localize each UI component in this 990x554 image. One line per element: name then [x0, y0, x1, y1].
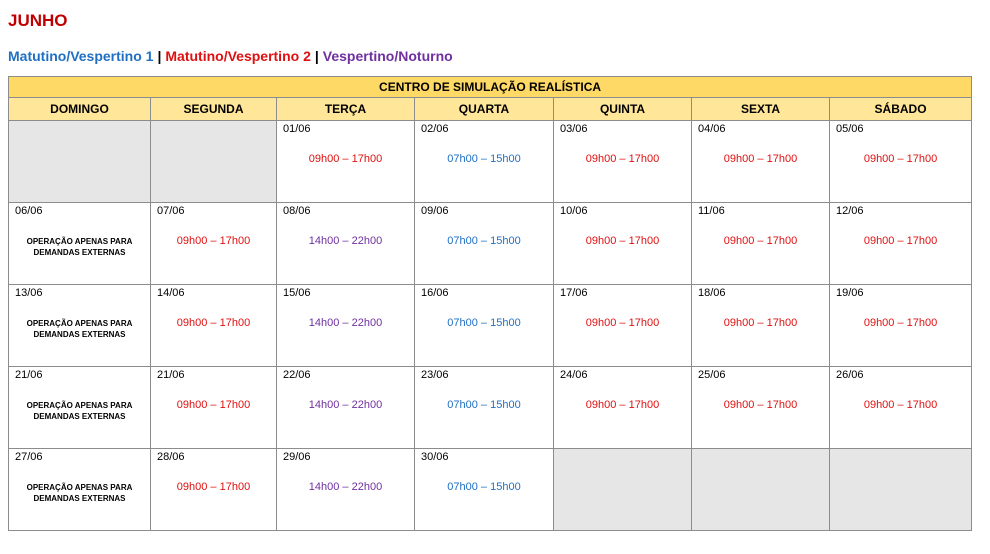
- calendar-week-row: [9, 367, 972, 449]
- calendar-weeks: [9, 121, 972, 531]
- calendar-day-cell: [554, 203, 692, 285]
- calendar-day-cell: [9, 285, 151, 367]
- day-date: 04/06: [698, 123, 726, 135]
- calendar-day-cell: [151, 367, 277, 449]
- external-demand-note: [9, 400, 150, 422]
- shift-hours: 09h00 – 17h00: [585, 399, 660, 411]
- day-date: 30/06: [421, 451, 449, 463]
- day-date: 11/06: [698, 205, 725, 217]
- shift-hours: 09h00 – 17h00: [723, 235, 798, 247]
- shift-legend: [8, 48, 453, 64]
- note-line: DEMANDAS EXTERNAS: [33, 330, 126, 339]
- shift-hours: 09h00 – 17h00: [723, 317, 798, 329]
- external-demand-note: [9, 318, 150, 340]
- day-date: 21/06: [15, 369, 43, 381]
- note-line: OPERAÇÃO APENAS PARA: [26, 319, 133, 328]
- calendar-empty-cell: [554, 449, 692, 531]
- day-date: 10/06: [560, 205, 588, 217]
- calendar-day-cell: [830, 121, 972, 203]
- weekday-header: QUINTA: [554, 98, 692, 121]
- calendar-day-cell: [277, 449, 415, 531]
- legend-shift-3: Vespertino/Noturno: [322, 48, 453, 64]
- note-line: DEMANDAS EXTERNAS: [33, 494, 126, 503]
- shift-hours: 09h00 – 17h00: [176, 317, 251, 329]
- calendar-day-cell: [554, 121, 692, 203]
- day-date: 18/06: [698, 287, 726, 299]
- day-date: 01/06: [283, 123, 311, 135]
- calendar-week-row: [9, 449, 972, 531]
- calendar-week-row: [9, 285, 972, 367]
- shift-hours: 07h00 – 15h00: [447, 235, 521, 247]
- shift-hours: 09h00 – 17h00: [863, 317, 938, 329]
- legend-shift-1: Matutino/Vespertino 1: [8, 48, 154, 64]
- shift-hours: 14h00 – 22h00: [308, 317, 383, 329]
- day-date: 08/06: [283, 205, 311, 217]
- legend-separator: |: [314, 48, 319, 64]
- shift-hours: 09h00 – 17h00: [863, 399, 938, 411]
- external-demand-note: [9, 482, 150, 504]
- calendar-banner: CENTRO DE SIMULAÇÃO REALÍSTICA: [9, 77, 972, 98]
- calendar-day-cell: [151, 449, 277, 531]
- shift-hours: 09h00 – 17h00: [585, 317, 660, 329]
- shift-hours: 07h00 – 15h00: [447, 481, 521, 493]
- weekday-header-row: [9, 98, 972, 121]
- day-date: 23/06: [421, 369, 449, 381]
- day-date: 24/06: [560, 369, 588, 381]
- note-line: DEMANDAS EXTERNAS: [33, 412, 126, 421]
- day-date: 03/06: [560, 123, 588, 135]
- shift-hours: 09h00 – 17h00: [863, 153, 938, 165]
- shift-hours: 14h00 – 22h00: [308, 481, 383, 493]
- day-date: 29/06: [283, 451, 311, 463]
- shift-hours: 07h00 – 15h00: [447, 317, 521, 329]
- calendar-day-cell: [9, 367, 151, 449]
- day-date: 17/06: [560, 287, 588, 299]
- calendar-day-cell: [692, 367, 830, 449]
- day-date: 09/06: [421, 205, 449, 217]
- calendar-day-cell: [830, 367, 972, 449]
- day-date: 16/06: [421, 287, 449, 299]
- calendar-empty-cell: [9, 121, 151, 203]
- day-date: 13/06: [15, 287, 43, 299]
- shift-hours: 09h00 – 17h00: [308, 153, 383, 165]
- calendar-day-cell: [554, 367, 692, 449]
- day-date: 27/06: [15, 451, 43, 463]
- calendar-empty-cell: [830, 449, 972, 531]
- note-line: OPERAÇÃO APENAS PARA: [26, 401, 133, 410]
- calendar-day-cell: [830, 285, 972, 367]
- day-date: 19/06: [836, 287, 864, 299]
- calendar-day-cell: [415, 285, 554, 367]
- calendar-day-cell: [415, 203, 554, 285]
- day-date: 07/06: [157, 205, 185, 217]
- legend-separator: |: [157, 48, 162, 64]
- calendar-day-cell: [9, 203, 151, 285]
- shift-hours: 07h00 – 15h00: [447, 399, 521, 411]
- weekday-header: SEXTA: [692, 98, 830, 121]
- shift-hours: 09h00 – 17h00: [176, 399, 251, 411]
- shift-hours: 14h00 – 22h00: [308, 235, 383, 247]
- month-title: JUNHO: [8, 11, 68, 30]
- day-date: 28/06: [157, 451, 185, 463]
- calendar-day-cell: [692, 285, 830, 367]
- day-date: 02/06: [421, 123, 449, 135]
- calendar-empty-cell: [692, 449, 830, 531]
- shift-hours: 09h00 – 17h00: [863, 235, 938, 247]
- shift-hours: 07h00 – 15h00: [447, 153, 521, 165]
- calendar-day-cell: [277, 285, 415, 367]
- calendar-day-cell: [277, 203, 415, 285]
- note-line: DEMANDAS EXTERNAS: [33, 248, 126, 257]
- calendar-day-cell: [415, 367, 554, 449]
- calendar-day-cell: [554, 285, 692, 367]
- day-date: 05/06: [836, 123, 864, 135]
- day-date: 06/06: [15, 205, 43, 217]
- calendar-day-cell: [277, 367, 415, 449]
- calendar-week-row: [9, 121, 972, 203]
- day-date: 22/06: [283, 369, 311, 381]
- note-line: OPERAÇÃO APENAS PARA: [26, 237, 133, 246]
- external-demand-note: [9, 236, 150, 258]
- day-date: 21/06: [157, 369, 185, 381]
- day-date: 12/06: [836, 205, 864, 217]
- shift-hours: 09h00 – 17h00: [176, 481, 251, 493]
- shift-hours: 09h00 – 17h00: [723, 399, 798, 411]
- calendar-day-cell: [415, 121, 554, 203]
- shift-hours: 09h00 – 17h00: [176, 235, 251, 247]
- legend-shift-2: Matutino/Vespertino 2: [165, 48, 311, 64]
- weekday-header: QUARTA: [415, 98, 554, 121]
- day-date: 26/06: [836, 369, 864, 381]
- calendar-empty-cell: [151, 121, 277, 203]
- day-date: 15/06: [283, 287, 311, 299]
- shift-hours: 09h00 – 17h00: [585, 153, 660, 165]
- calendar-day-cell: [9, 449, 151, 531]
- calendar-day-cell: [151, 285, 277, 367]
- shift-hours: 09h00 – 17h00: [723, 153, 798, 165]
- calendar-day-cell: [830, 203, 972, 285]
- calendar-day-cell: [277, 121, 415, 203]
- calendar-week-row: [9, 203, 972, 285]
- day-date: 14/06: [157, 287, 185, 299]
- calendar-day-cell: [692, 203, 830, 285]
- weekday-header: SÁBADO: [830, 98, 972, 121]
- calendar-day-cell: [151, 203, 277, 285]
- shift-hours: 09h00 – 17h00: [585, 235, 660, 247]
- shift-hours: 14h00 – 22h00: [308, 399, 383, 411]
- schedule-calendar: [8, 76, 972, 531]
- calendar-day-cell: [692, 121, 830, 203]
- weekday-header: TERÇA: [277, 98, 415, 121]
- note-line: OPERAÇÃO APENAS PARA: [26, 483, 133, 492]
- weekday-header: DOMINGO: [9, 98, 151, 121]
- calendar-day-cell: [415, 449, 554, 531]
- day-date: 25/06: [698, 369, 726, 381]
- weekday-header: SEGUNDA: [151, 98, 277, 121]
